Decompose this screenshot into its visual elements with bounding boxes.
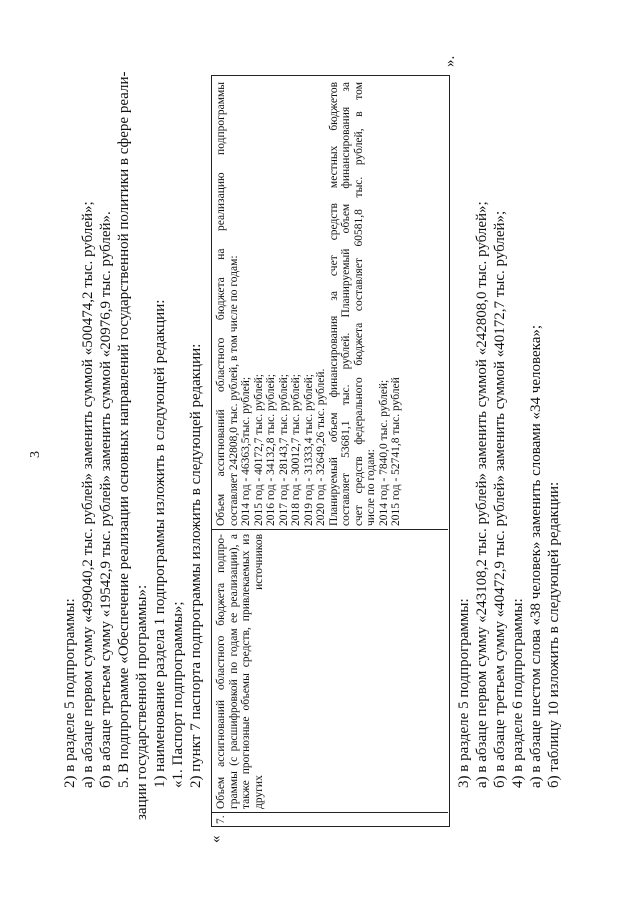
bottom-line: а) в абзаце первом сумму «243108,2 тыс. рублей» заменить суммой «242808,0 тыс. рублей»; xyxy=(474,201,490,788)
closing-quote: ». xyxy=(442,55,458,67)
bottom-line: б) в абзаце третьем сумму «40472,9 тыс. рублей» заменить суммой «40172,7 тыс. рублей»; xyxy=(492,210,508,788)
right-cell-line: числе по годам: xyxy=(365,449,377,526)
top-line: б) в абзаце третьем сумму «19542,9 тыс. рублей» заменить суммой «20976,9 тыс. рублей». xyxy=(98,211,114,788)
right-cell-line: счет средств федерального бюджета составляет 60581,8 тыс. рублей, в том xyxy=(352,82,365,526)
opening-quote: « xyxy=(208,835,224,843)
top-line: «1. Паспорт подпрограммы»; xyxy=(170,601,186,788)
right-cell-line: 2019 год - 31333,4 тыс. рублей; xyxy=(302,374,315,526)
top-line: 2) в разделе 5 подпрограммы: xyxy=(62,598,78,788)
right-cell-line: Планируемый объем финансирования за счет средств местных бюджетов xyxy=(327,82,340,526)
right-cell-line: 2014 год - 46363,5тыс. рублей; xyxy=(240,376,252,526)
table-divider xyxy=(211,529,448,530)
right-cell-line: составляет 53681,1 тыс. рублей. Планируемый объем финансирования за xyxy=(340,82,352,526)
right-cell-line: составляет 242808,0 тыс. рублей, в том числе по годам: xyxy=(227,255,240,526)
table-divider xyxy=(211,812,448,813)
table-left-cell xyxy=(215,534,265,809)
top-line: зации государственной программы»: xyxy=(134,584,150,820)
table-right-cell xyxy=(215,82,403,526)
right-cell-line: 2017 год - 28143,7 тыс. рублей; xyxy=(277,374,290,526)
bottom-line: 3) в разделе 5 подпрограммы: xyxy=(456,598,472,788)
left-cell-line: граммы (с расшифровкой по годам ее реализации), а xyxy=(227,534,240,809)
right-cell-line: 2015 год - 40172,7 тыс. рублей; xyxy=(252,374,265,526)
right-cell-line: 2015 год - 52741,8 тыс. рублей xyxy=(390,377,402,526)
right-cell-line: 2014 год - 7840,0 тыс. рублей; xyxy=(377,379,390,526)
top-line: а) в абзаце первом сумму «499040,2 тыс. рублей» заменить суммой «500474,2 тыс. рублей»; xyxy=(80,201,96,788)
left-cell-line: Объем ассигнований областного бюджета подпро- xyxy=(215,534,227,809)
bottom-line: б) таблицу 10 изложить в следующей редакции: xyxy=(546,481,562,788)
top-line: 1) наименование раздела 1 подпрограммы изложить в следующей редакции: xyxy=(152,299,168,788)
bottom-line: а) в абзаце шестом слова «38 человек» заменить словами «34 человека»; xyxy=(528,324,544,788)
table-row-number: 7. xyxy=(215,815,227,824)
right-cell-line: 2018 год - 30012,7 тыс. рублей; xyxy=(290,374,302,526)
right-cell-line: Объем ассигнований областного бюджета на реализацию подпрограммы xyxy=(215,82,227,526)
right-cell-line: 2016 год - 34132,8 тыс. рублей; xyxy=(265,374,277,526)
page-number: 3 xyxy=(28,451,43,458)
left-cell-line: других источников xyxy=(252,534,265,809)
top-line: 2) пункт 7 паспорта подпрограммы изложить в следующей редакции: xyxy=(188,343,204,788)
top-line: 5. В подпрограмме «Обеспечение реализации основных направлений государственной политики в сфере реали- xyxy=(116,71,132,788)
right-cell-line: 2020 год - 32649,26 тыс. рублей. xyxy=(315,368,327,526)
bottom-line: 4) в разделе 6 подпрограммы: xyxy=(510,598,526,788)
left-cell-line: также прогнозные объемы средств, привлекаемых из xyxy=(240,534,252,809)
